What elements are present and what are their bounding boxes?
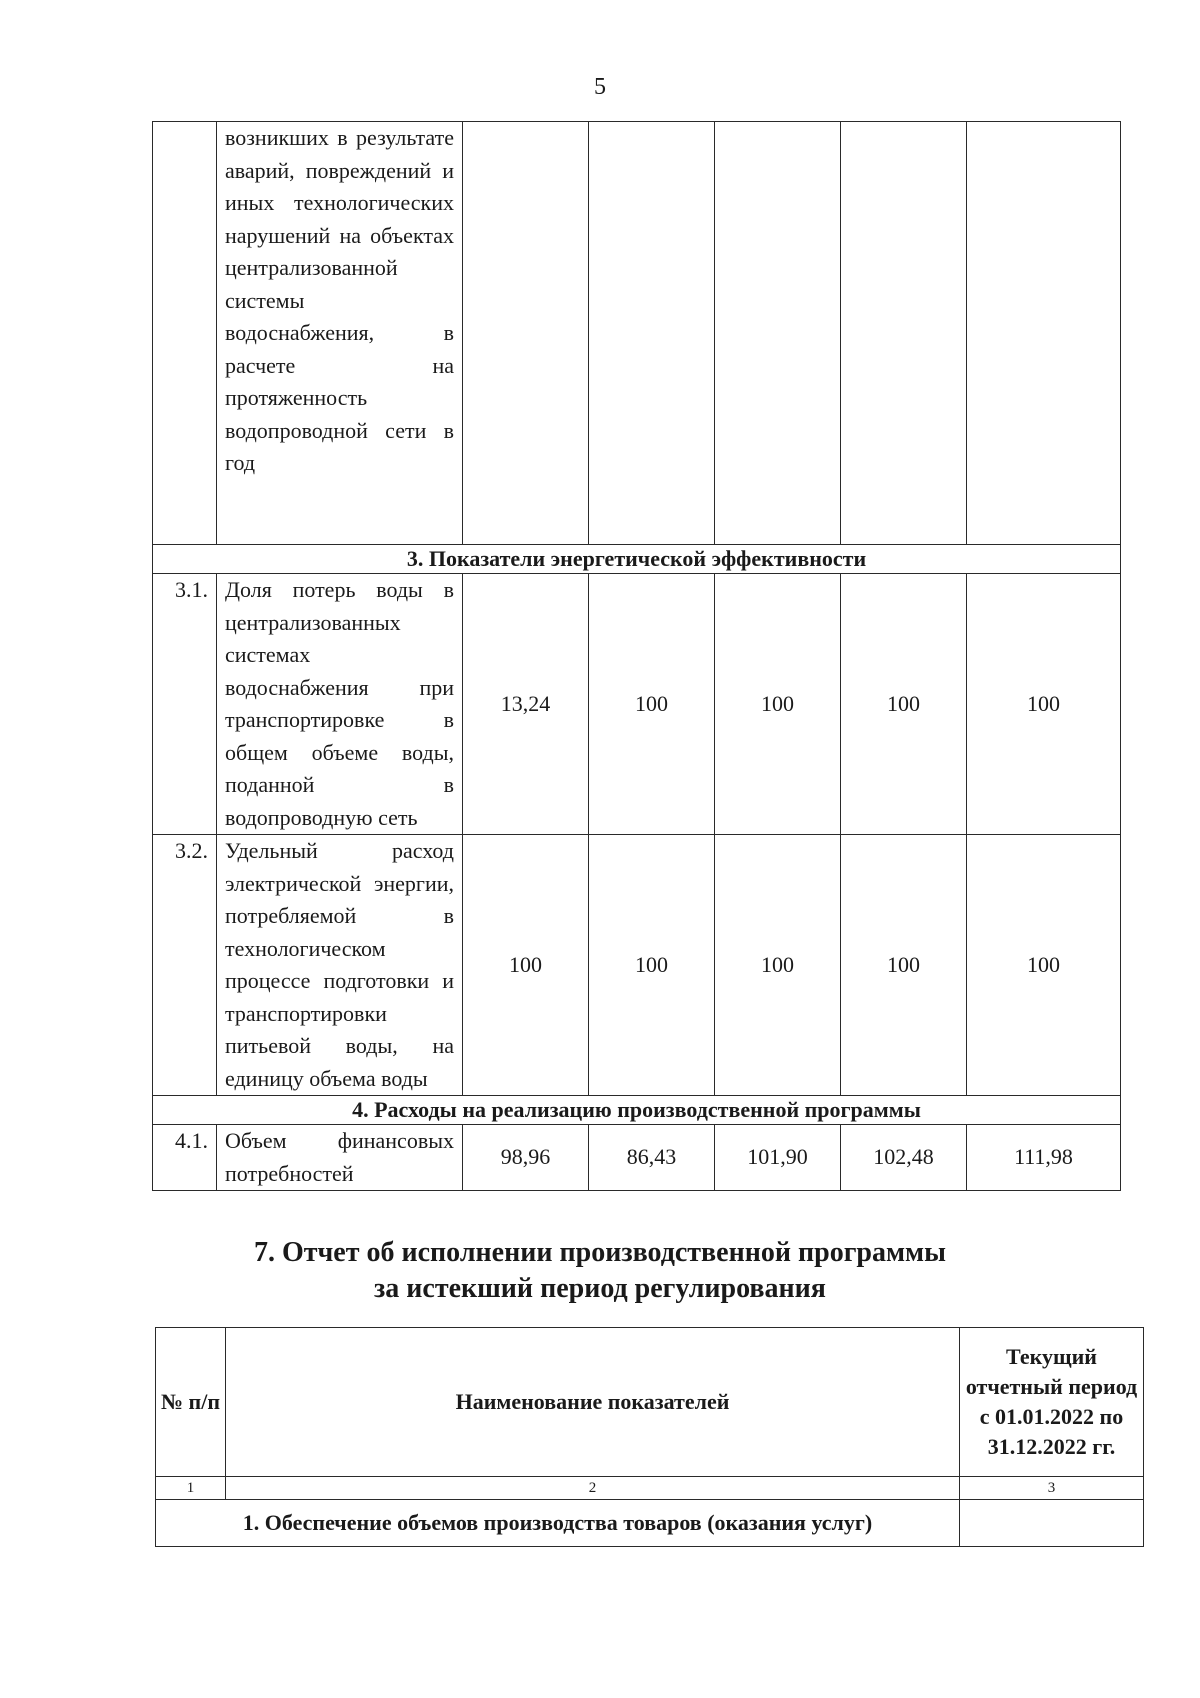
value-cell <box>841 122 967 545</box>
index-row <box>156 1477 1144 1500</box>
value-cell: 100 <box>967 835 1121 1096</box>
indicator-name: Доля потерь воды в централизованных системах водоснабжения при транспортировке в общем объеме воды, поданной в водопроводную сеть <box>217 574 463 835</box>
value-cell: 86,43 <box>589 1125 715 1191</box>
table-row <box>153 574 1121 835</box>
value-cell: 100 <box>967 574 1121 835</box>
section-row <box>153 1096 1121 1125</box>
value-cell <box>463 122 589 545</box>
value-cell <box>960 1500 1144 1547</box>
value-cell: 100 <box>841 835 967 1096</box>
section-title: 1. Обеспечение объемов производства товаров (оказания услуг) <box>156 1500 960 1547</box>
value-cell: 100 <box>463 835 589 1096</box>
value-cell: 13,24 <box>463 574 589 835</box>
column-index: 1 <box>156 1477 226 1500</box>
table-row <box>153 1125 1121 1191</box>
column-header-name: Наименование показателей <box>226 1328 960 1477</box>
value-cell <box>589 122 715 545</box>
row-number: 4.1. <box>153 1125 217 1191</box>
section-title: 3. Показатели энергетической эффективности <box>153 545 1121 574</box>
section-row <box>153 545 1121 574</box>
value-cell: 111,98 <box>967 1125 1121 1191</box>
indicator-name: Объем финансовых потребностей <box>217 1125 463 1191</box>
column-header-number: № п/п <box>156 1328 226 1477</box>
section-title: 4. Расходы на реализацию производственной программы <box>153 1096 1121 1125</box>
report-title-line-1: 7. Отчет об исполнении производственной программы <box>253 1237 946 1268</box>
value-cell: 100 <box>715 574 841 835</box>
table-row <box>153 122 1121 545</box>
value-cell <box>967 122 1121 545</box>
value-cell: 100 <box>715 835 841 1096</box>
row-number: 3.1. <box>153 574 217 835</box>
report-table <box>155 1327 1144 1547</box>
indicator-name: возникших в результате аварий, повреждений и иных технологических нарушений на объектах централизованной системы водоснабжения, в расчете на протяженность водопроводной сети в год <box>217 122 463 545</box>
value-cell: 100 <box>589 574 715 835</box>
report-title-line-2: за истекший период регулирования <box>374 1273 826 1304</box>
value-cell: 100 <box>589 835 715 1096</box>
page-number: 5 <box>594 74 606 100</box>
report-title <box>0 1235 1200 1307</box>
row-number: 3.2. <box>153 835 217 1096</box>
value-cell <box>715 122 841 545</box>
value-cell: 98,96 <box>463 1125 589 1191</box>
value-cell: 100 <box>841 574 967 835</box>
column-index: 3 <box>960 1477 1144 1500</box>
value-cell: 102,48 <box>841 1125 967 1191</box>
indicators-table <box>152 121 1121 1191</box>
value-cell: 101,90 <box>715 1125 841 1191</box>
row-number <box>153 122 217 545</box>
column-index: 2 <box>226 1477 960 1500</box>
column-header-period: Текущий отчетный период с 01.01.2022 по 31.12.2022 гг. <box>960 1328 1144 1477</box>
section-row <box>156 1500 1144 1547</box>
table-row <box>153 835 1121 1096</box>
header-row <box>156 1328 1144 1477</box>
indicator-name: Удельный расход электрической энергии, потребляемой в технологическом процессе подготовки и транспортировки питьевой воды, на единицу объема воды <box>217 835 463 1096</box>
